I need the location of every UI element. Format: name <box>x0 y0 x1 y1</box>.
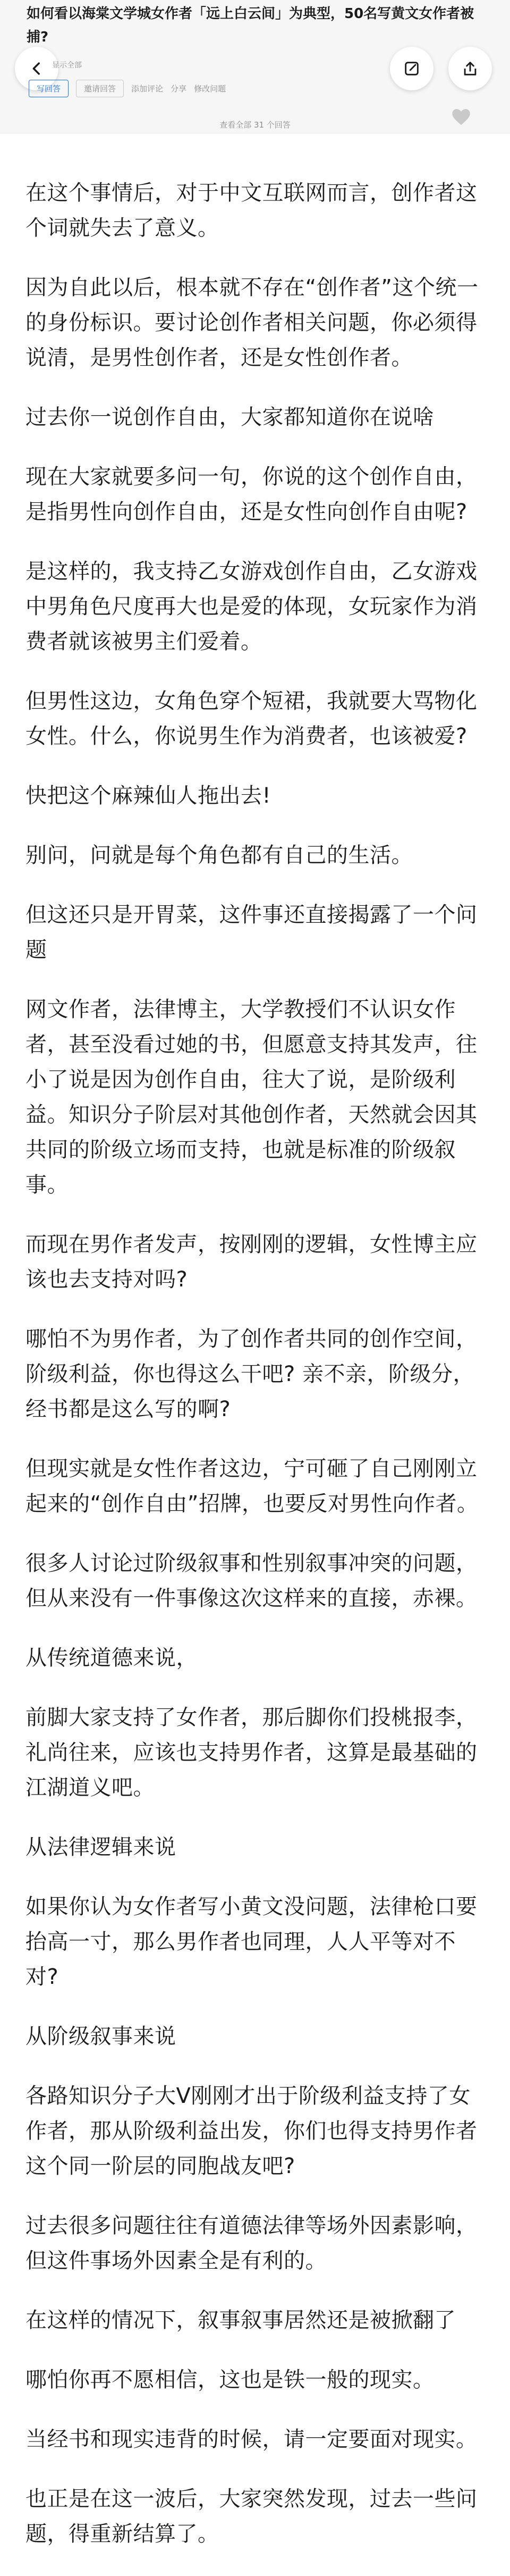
article-paragraph: 但这还只是开胃菜，这件事还直接揭露了一个问题 <box>26 903 478 962</box>
edit-button[interactable] <box>390 47 434 90</box>
view-all-answers-link[interactable]: 查看全部 31 个回答 <box>219 120 291 130</box>
article-paragraph: 当经书和现实违背的时候，请一定要面对现实。 <box>26 2427 478 2452</box>
article-paragraph: 过去很多问题往往有道德法律等场外因素影响，但这件事场外因素全是有利的。 <box>26 2213 478 2273</box>
sort-label[interactable]: 显示全部 <box>52 61 82 70</box>
article-paragraph: 现在大家就要多问一句，你说的这个创作自由，是指男性向创作自由，还是女性向创作自由呢? <box>26 465 478 524</box>
article-paragraph: 从法律逻辑来说 <box>26 1835 176 1859</box>
article-paragraph: 别问，问就是每个角色都有自己的生活。 <box>26 843 413 868</box>
back-icon <box>28 60 46 78</box>
article-paragraph: 在这个事情后，对于中文互联网而言，创作者这个词就失去了意义。 <box>26 181 478 240</box>
article-paragraph: 各路知识分子大V刚刚才出于阶级利益支持了女作者，那从阶级利益出发，你们也得支持男作者这个同一阶层的同胞战友吧? <box>26 2084 478 2178</box>
article-paragraph: 前脚大家支持了女作者，那后脚你们投桃报李，礼尚往来，应该也支持男作者，这算是最基础的江湖道义吧。 <box>26 1705 478 1800</box>
article-paragraph: 从传统道德来说， <box>26 1646 198 1670</box>
article-paragraph: 但男性这边，女角色穿个短裙，我就要大骂物化女性。什么，你说男生作为消费者，也该被爱? <box>26 689 478 748</box>
article-paragraph: 哪怕你再不愿相信，这也是铁一般的现实。 <box>26 2368 435 2392</box>
share-question-button[interactable]: 分享 <box>171 84 187 94</box>
article-paragraph: 但现实就是女性作者这边，宁可砸了自己刚刚立起来的“创作自由”招牌，也要反对男性向作者。 <box>26 1457 479 1516</box>
answer-content <box>26 175 488 2576</box>
article-paragraph: 从阶级叙事来说 <box>26 2024 176 2049</box>
article-paragraph: 因为自此以后，根本就不存在“创作者”这个统一的身份标识。要讨论创作者相关问题，你必须得说清，是男性创作者，还是女性创作者。 <box>26 275 479 370</box>
article-paragraph: 哪怕不为男作者，为了创作者共同的创作空间，阶级利益，你也得这么干吧? 亲不亲，阶级分，经书都是这么写的啊? <box>26 1327 478 1421</box>
write-answer-button[interactable]: 写回答 <box>29 80 69 97</box>
comment-button[interactable]: 添加评论 <box>131 84 164 94</box>
article-paragraph: 很多人讨论过阶级叙事和性别叙事冲突的问题，但从来没有一件事像这次这样来的直接，赤裸。 <box>26 1551 478 1611</box>
article-paragraph: 过去你一说创作自由，大家都知道你在说啥 <box>26 405 435 430</box>
question-toolbar <box>29 80 226 97</box>
article-paragraph: 快把这个麻辣仙人拖出去! <box>26 784 271 808</box>
edit-question-button[interactable]: 修改问题 <box>194 84 226 94</box>
question-header <box>0 0 510 133</box>
article-paragraph: 如果你认为女作者写小黄文没问题，法律枪口要抬高一寸，那么男作者也同理，人人平等对不对? <box>26 1895 478 1989</box>
question-title[interactable]: 如何看以海棠文学城女作者「远上白云间」为典型，50名写黄文女作者被捕? <box>27 6 474 45</box>
article-paragraph: 在这样的情况下，叙事叙事居然还是被掀翻了 <box>26 2308 456 2333</box>
edit-icon <box>403 60 421 78</box>
article-paragraph: 网文作者，法律博主，大学教授们不认识女作者，甚至没看过她的书，但愿意支持其发声，往小了说是因为创作自由，往大了说，是阶级利益。知识分子阶层对其他创作者，天然就会因其共同的阶级立场而支持，也就是标准的阶级叙事。 <box>26 997 478 1197</box>
article-paragraph: 而现在男作者发声，按刚刚的逻辑，女性博主应该也去支持对吗? <box>26 1232 478 1292</box>
share-button[interactable] <box>448 47 492 90</box>
share-icon <box>461 60 479 78</box>
article-paragraph: 是这样的，我支持乙女游戏创作自由，乙女游戏中男角色尺度再大也是爱的体现，女玩家作为消费者就该被男主们爱着。 <box>26 559 478 654</box>
article-paragraph: 也正是在这一波后，大家突然发现，过去一些问题，得重新结算了。 <box>26 2487 478 2546</box>
invite-button[interactable]: 邀请回答 <box>76 80 124 97</box>
